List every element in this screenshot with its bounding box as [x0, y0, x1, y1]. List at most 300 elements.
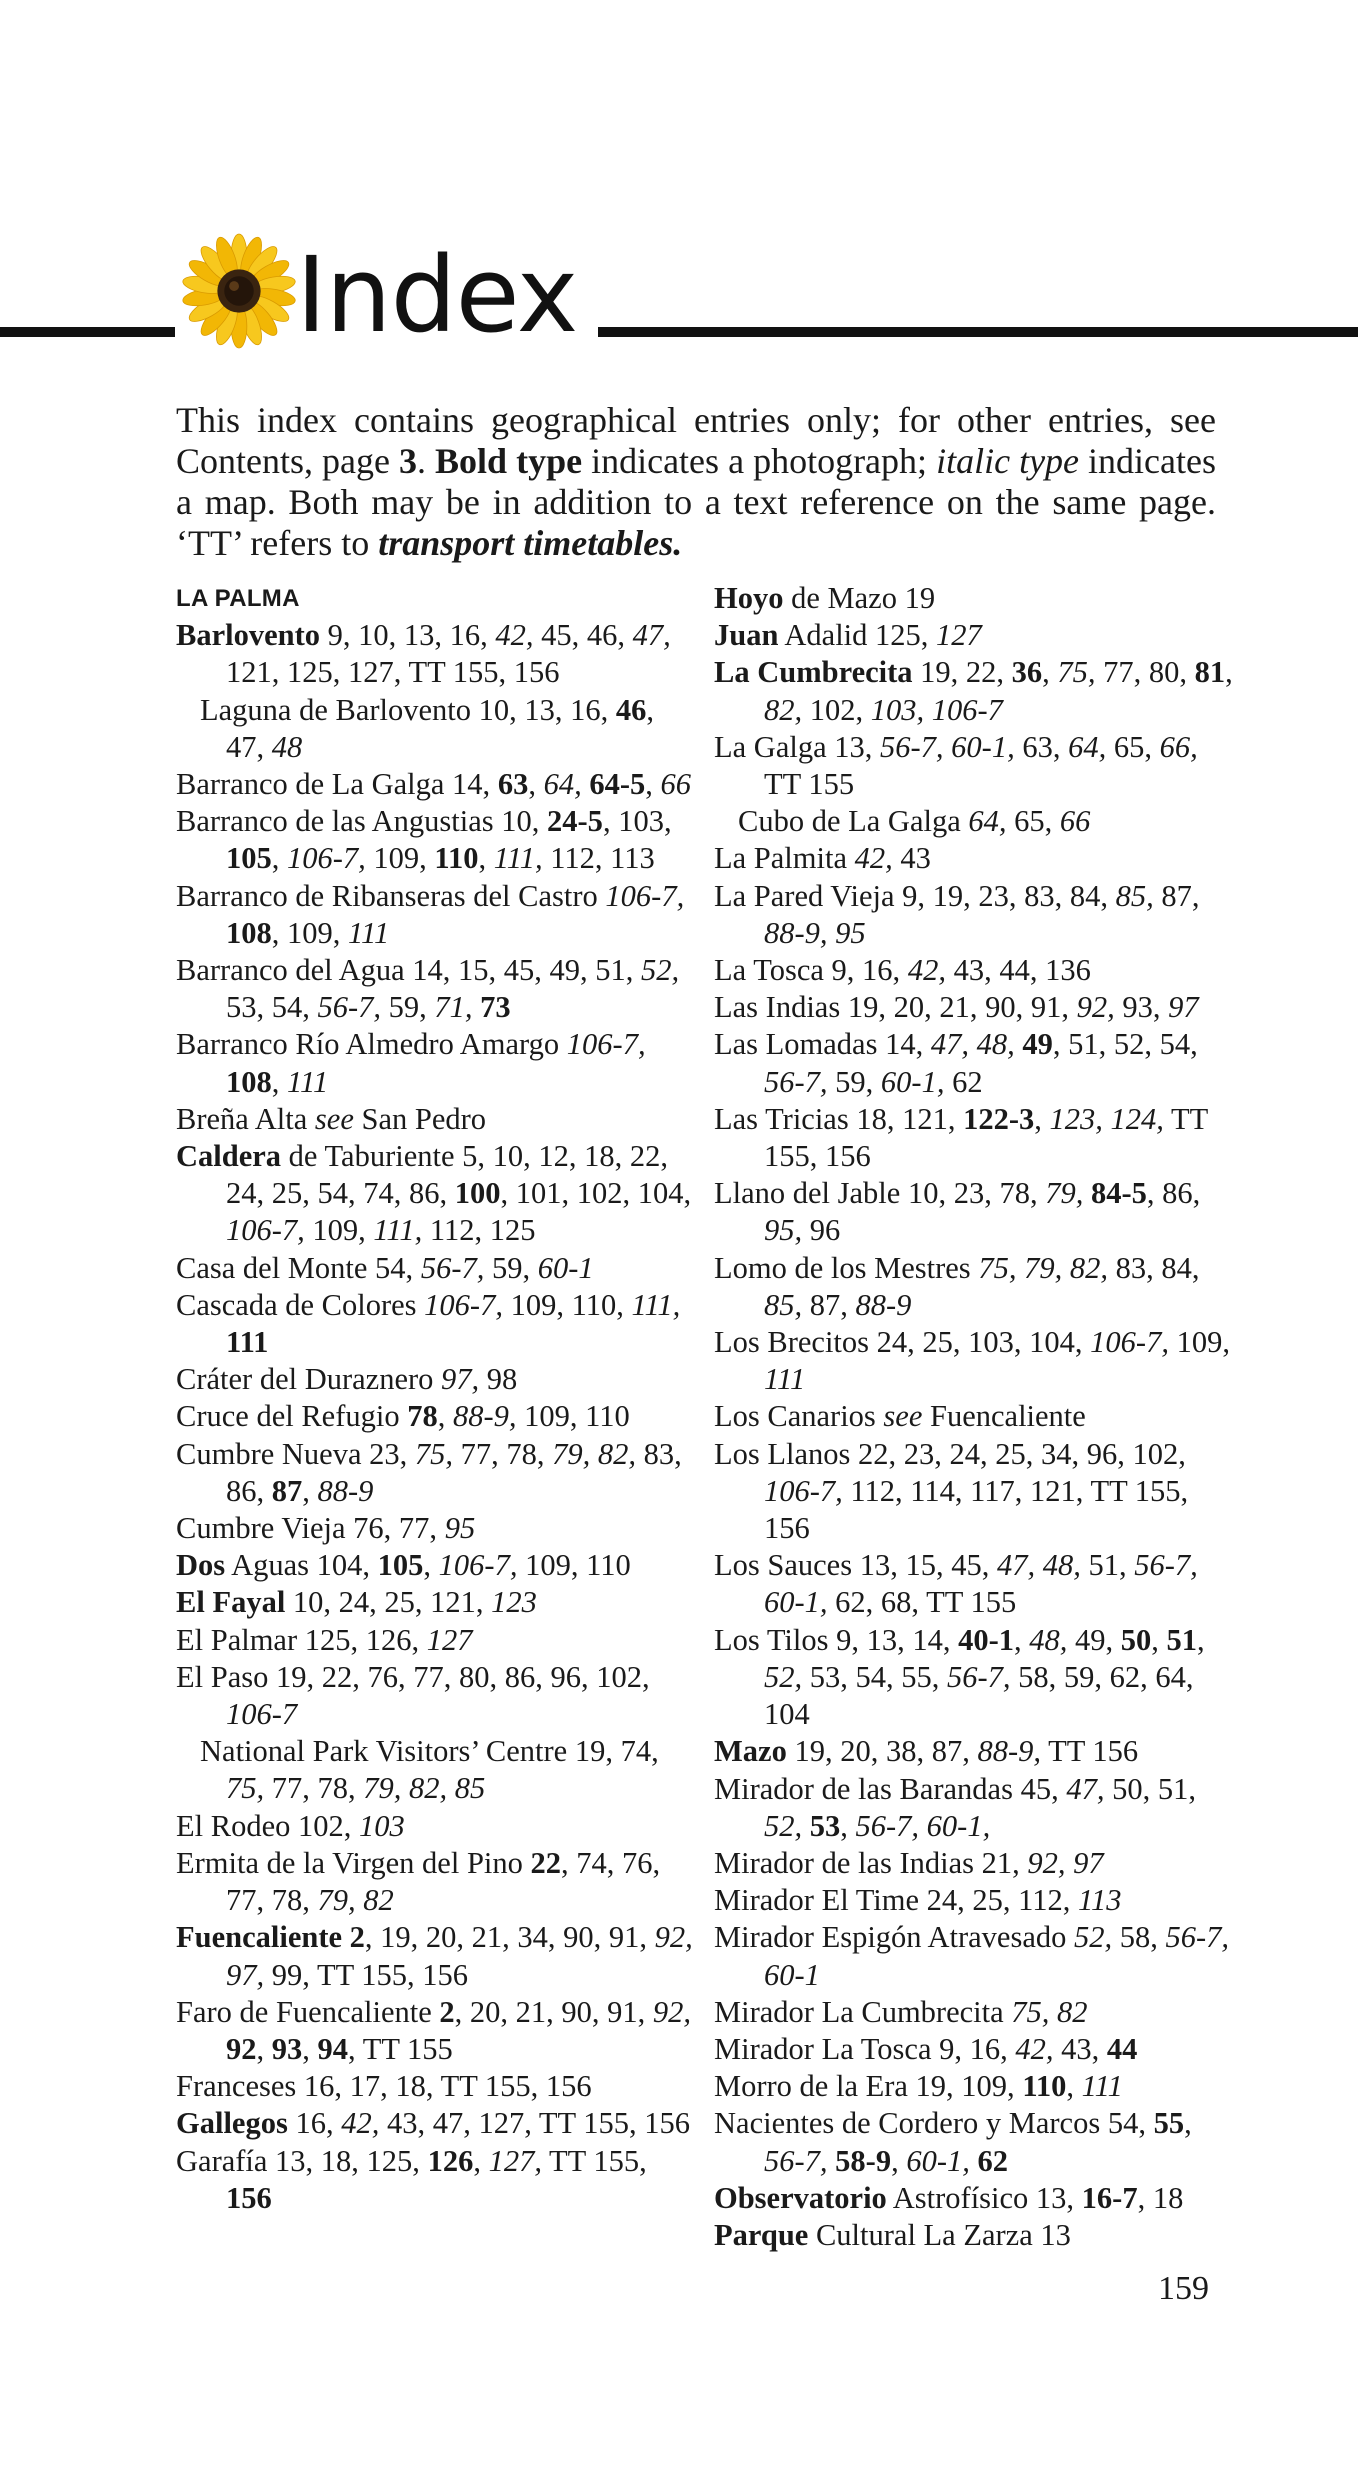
index-entry-segment: ,: [1034, 1101, 1050, 1136]
index-entry-segment: 77, 80,: [1095, 655, 1195, 690]
index-entry-segment: 77, 78,: [453, 1436, 553, 1471]
index-entry-segment: 51,: [1080, 1548, 1135, 1583]
index-entry: [176, 1361, 696, 1398]
intro-bold-type: Bold type: [435, 441, 583, 481]
index-entry-segment: Cráter del Duraznero: [176, 1362, 442, 1397]
index-entry-segment: ,: [302, 1473, 318, 1508]
header-rule-right: [598, 327, 1358, 337]
index-entry-segment: Faro de Fuencaliente: [176, 1994, 440, 2029]
index-entry-segment: 88-9: [855, 1287, 912, 1322]
index-entry-segment: Mirador de las Indias 21,: [714, 1845, 1028, 1880]
index-entry-segment: 79,: [1045, 1176, 1084, 1211]
index-entry-segment: 105: [377, 1548, 424, 1583]
index-entry-segment: see: [883, 1399, 923, 1434]
index-entry-segment: 105: [226, 841, 272, 876]
index-entry-segment: Lomo de los Mestres: [714, 1250, 979, 1285]
index-entry-segment: Adalid 125,: [778, 618, 937, 653]
index-entry-segment: 78: [407, 1399, 438, 1434]
index-entry-segment: [970, 2144, 978, 2178]
index-entry-segment: ,: [271, 1064, 287, 1099]
index-entry-segment: ,: [423, 1548, 439, 1583]
index-entry-segment: Cascada de Colores: [176, 1287, 425, 1322]
index-entry-segment: 88-9, 95: [764, 915, 866, 950]
intro-paragraph: [176, 400, 1216, 564]
index-entry-segment: 58-9: [835, 2143, 892, 2178]
index-entry-segment: 40-1: [958, 1622, 1014, 1657]
index-entry-segment: Breña Alta: [176, 1101, 315, 1136]
index-entry-segment: Las Tricias 18, 121,: [714, 1101, 964, 1136]
index-entry-segment: 111,: [373, 1213, 423, 1248]
index-entry-segment: 59,: [827, 1064, 881, 1099]
index-entry-segment: 112, 125: [422, 1213, 536, 1248]
index-entry-segment: 49,: [1067, 1622, 1121, 1657]
index-entry-segment: 109,: [365, 841, 435, 876]
index-entry-segment: 84-5: [1090, 1176, 1147, 1211]
index-column-right: [714, 580, 1234, 2254]
index-entry-segment: 108: [226, 1064, 272, 1099]
intro-italic-type: italic type: [936, 441, 1080, 481]
index-entry-segment: 2: [439, 1994, 455, 2029]
index-entry: [176, 1584, 696, 1621]
index-entry-segment: 87,: [1153, 878, 1200, 913]
index-entry-segment: 106-7,: [287, 841, 366, 876]
index-entry: [714, 1324, 1234, 1398]
index-entry-segment: 47, 48,: [996, 1548, 1081, 1583]
index-entry-segment: 93: [271, 2031, 303, 2066]
index-entry-segment: El Palmar 125, 126,: [176, 1622, 427, 1657]
index-entry-segment: Barranco de Ribanseras del Castro: [176, 878, 606, 913]
index-entry-segment: 122-3: [963, 1101, 1035, 1136]
index-entry-segment: TT 155, 156: [764, 1101, 1208, 1174]
index-entry: [176, 803, 696, 877]
intro-text-3: indicates a photograph;: [582, 441, 937, 481]
index-entry-segment: 49: [1022, 1027, 1053, 1062]
index-entry-segment: 73: [480, 990, 511, 1025]
index-entry: [714, 1994, 1234, 2031]
index-entry-segment: 106-7,: [605, 878, 685, 913]
index-entry-segment: 66,: [1159, 729, 1198, 764]
index-entry-segment: El Fayal: [176, 1585, 286, 1620]
index-entry-segment: Caldera: [176, 1139, 282, 1174]
index-entry-segment: 65,: [1006, 804, 1060, 839]
index-entry-segment: 59,: [484, 1250, 538, 1285]
index-entry: [714, 1101, 1234, 1175]
index-entry-segment: 62: [977, 2143, 1009, 2178]
index-entry-segment: 64,: [543, 767, 582, 801]
index-entry-segment: Mirador El Time 24, 25, 112,: [714, 1883, 1079, 1918]
index-entry-segment: [1083, 1176, 1091, 1210]
index-entry-segment: 106-7: [226, 1697, 298, 1732]
index-entry-segment: 97,: [441, 1362, 480, 1397]
index-entry: [714, 2068, 1234, 2105]
index-entry-segment: 113: [1078, 1883, 1122, 1918]
index-entry-segment: ,: [478, 841, 494, 876]
index-entry-segment: 79, 82: [317, 1883, 394, 1918]
page-number: 159: [1158, 2270, 1209, 2307]
index-entry-segment: 112, 114, 117, 121, TT 155, 156: [764, 1473, 1189, 1546]
index-entry-segment: 121, 125, 127, TT 155, 156: [226, 655, 560, 690]
index-entry-segment: 103: [359, 1808, 405, 1843]
index-entry-segment: Cubo de La Galga: [738, 804, 969, 839]
index-entry-segment: 24-5: [547, 804, 603, 839]
index-entry: [176, 1436, 696, 1510]
index-entry-segment: ,: [271, 841, 287, 876]
index-entry-segment: 48: [271, 729, 303, 764]
index-entry-segment: 50, 51,: [1104, 1771, 1196, 1806]
index-entry-segment: 88-9: [317, 1473, 374, 1508]
index-entry: [714, 580, 1234, 617]
index-entry-segment: Observatorio: [714, 2180, 887, 2215]
index-entry: [176, 1733, 696, 1807]
index-entries-left: [176, 617, 696, 2217]
index-entry-segment: 112, 113: [542, 841, 655, 876]
index-entry-segment: 109, 110: [517, 1548, 631, 1583]
index-entry-segment: 58,: [1112, 1920, 1166, 1955]
index-entry-segment: Barlovento: [176, 618, 321, 653]
index-entry-segment: 95: [444, 1511, 476, 1546]
index-entry-segment: 59,: [381, 990, 435, 1025]
index-entry-segment: 83, 84,: [1107, 1250, 1200, 1285]
index-entry-segment: Los Llanos 22, 23, 24, 25, 34, 96, 102,: [714, 1436, 1186, 1471]
index-entry-segment: Llano del Jable 10, 23, 78,: [714, 1176, 1046, 1211]
index-entry-segment: 64-5: [589, 767, 646, 801]
index-entry-segment: 123, 124,: [1049, 1101, 1164, 1136]
index-entry: [176, 878, 696, 952]
index-entry-segment: La Cumbrecita: [714, 655, 913, 690]
index-entry-segment: 75,: [1057, 655, 1096, 690]
index-entry-segment: 92: [226, 2031, 257, 2066]
index-entry-segment: 109,: [1168, 1325, 1230, 1360]
index-entry-segment: 111: [287, 1064, 329, 1099]
index-entry: [714, 1250, 1234, 1324]
index-entry-segment: 99, TT 155, 156: [264, 1957, 469, 1992]
index-entry: [714, 1547, 1234, 1621]
index-entry-segment: 9, 10, 13, 16,: [320, 618, 496, 653]
index-entry-segment: 45, 46,: [533, 618, 633, 653]
index-entry-segment: 109,: [304, 1213, 374, 1248]
index-entry-segment: Nacientes de Cordero y Marcos 54,: [714, 2106, 1154, 2141]
intro-text-4: indicates a map. Both may be in addition to a text reference on the same page. ‘TT’ refers to: [176, 441, 1217, 563]
index-entry: [714, 1436, 1234, 1548]
index-entry: [714, 952, 1234, 989]
index-entry-segment: 106-7,: [226, 1213, 305, 1248]
index-entry: [176, 1287, 696, 1361]
index-entry-segment: 43, 47, 127, TT 155, 156: [379, 2106, 691, 2141]
index-entry-segment: ,: [1066, 2069, 1082, 2104]
index-entry: [176, 1026, 696, 1100]
index-entry: [714, 617, 1234, 654]
index-entry-segment: 42,: [854, 841, 893, 876]
index-entry-segment: 36: [1011, 655, 1043, 690]
index-entry-segment: de Taburiente 5, 10, 12, 18, 22, 24, 25, 54, 74, 86,: [226, 1139, 669, 1211]
index-entry-segment: 96: [802, 1213, 841, 1248]
index-entry-segment: 81: [1194, 655, 1226, 690]
index-entry-segment: Los Brecitos 24, 25, 103, 104,: [714, 1325, 1091, 1360]
index-entry-segment: Cumbre Nueva 23,: [176, 1436, 415, 1471]
index-entry-segment: 85,: [764, 1287, 803, 1322]
index-entry-segment: 16-7: [1081, 2180, 1138, 2215]
index-entry-segment: Cultural La Zarza 13: [808, 2217, 1071, 2252]
index-entry-segment: ,: [645, 767, 661, 801]
index-entry-segment: 56-7,: [764, 1064, 828, 1099]
index-entry-segment: 110: [1022, 2069, 1067, 2104]
header-rule-left: [0, 327, 175, 337]
index-entry-segment: 56-7,: [947, 1659, 1011, 1694]
index-entry-segment: see: [314, 1101, 354, 1136]
index-entry: [714, 1919, 1234, 1993]
index-entry-segment: ,: [528, 767, 544, 801]
index-entry-segment: Garafía 13, 18, 125,: [176, 2143, 428, 2178]
index-entry-segment: 98: [479, 1362, 518, 1397]
index-entry: [176, 1398, 696, 1435]
index-entry-segment: 56-7, 60-1: [764, 1920, 1230, 1992]
index-entry: [714, 2217, 1234, 2254]
index-entry-segment: ,: [473, 2143, 489, 2178]
index-entry-segment: Los Sauces 13, 15, 45,: [714, 1548, 997, 1583]
index-entry-segment: 56-7, 60-1,: [764, 1548, 1198, 1620]
index-entry-segment: 56-7, 60-1,: [880, 729, 1015, 764]
index-entry-segment: 111,: [631, 1287, 681, 1322]
section-heading: LA PALMA: [176, 585, 300, 612]
index-entry-segment: 52,: [1074, 1920, 1113, 1955]
index-entry: [714, 729, 1234, 803]
index-entry-segment: , 47,: [226, 692, 655, 764]
index-entry-segment: 75,: [226, 1771, 265, 1806]
index-entry-segment: Mirador La Tosca 9, 16,: [714, 2031, 1016, 2066]
index-entry-segment: 106-7,: [566, 1027, 646, 1062]
index-entry-segment: 22: [530, 1845, 562, 1880]
index-entry-segment: 79, 82,: [552, 1436, 636, 1471]
index-entry-segment: 75, 79, 82,: [978, 1250, 1108, 1285]
index-entry-segment: , 18: [1137, 2180, 1184, 2215]
index-entry: [714, 1175, 1234, 1249]
index-entry-segment: 87: [271, 1473, 303, 1508]
index-entry-segment: Aguas 104,: [225, 1548, 378, 1583]
index-entry: [176, 1547, 696, 1584]
index-entry-segment: 62: [944, 1064, 983, 1099]
index-entry-segment: Los Tilos 9, 13, 14,: [714, 1622, 959, 1657]
index-entry: [176, 1138, 696, 1250]
index-entry-segment: ,: [1151, 1622, 1167, 1657]
index-entry-segment: ,: [302, 2031, 318, 2066]
index-entry: [714, 878, 1234, 952]
index-entry: [176, 2143, 696, 2217]
index-entry-segment: TT 155,: [541, 2143, 647, 2178]
index-entry-segment: 42,: [341, 2106, 380, 2141]
index-entry-segment: 127,: [488, 2143, 542, 2178]
index-entry-segment: 71,: [434, 990, 473, 1025]
index-entry-segment: 56-7,: [764, 2143, 828, 2178]
index-entry-segment: Parque: [714, 2217, 809, 2252]
index-entry-segment: ,: [1042, 655, 1058, 690]
index-entry-segment: 43,: [1053, 2031, 1107, 2066]
index-entry-segment: 82,: [764, 692, 803, 727]
intro-text-1: This index contains geographical entries only; for other entries, see Contents, page: [176, 400, 1216, 481]
index-entry: [714, 1622, 1234, 1734]
index-entry-segment: 106-7,: [764, 1473, 843, 1508]
index-entry: [714, 1733, 1234, 1770]
index-entry-segment: , 86,: [1146, 1176, 1201, 1211]
index-entry-segment: 55: [1153, 2106, 1185, 2141]
index-entry-segment: ,: [256, 2031, 272, 2066]
index-entry-segment: [802, 1809, 810, 1843]
index-entry-segment: National Park Visitors’ Centre 19, 74,: [200, 1734, 659, 1769]
index-entry-segment: Barranco Río Almedro Amargo: [176, 1027, 567, 1062]
index-entry-segment: El Rodeo 102,: [176, 1808, 359, 1843]
index-entry-segment: 47,: [632, 618, 671, 653]
index-entry-segment: ,: [1225, 655, 1233, 690]
index-entry-segment: 75,: [414, 1436, 453, 1471]
index-entry-segment: de Mazo 19: [783, 581, 936, 615]
index-entry-segment: 50: [1120, 1622, 1152, 1657]
index-entry-segment: 53, 54, 55,: [802, 1659, 947, 1694]
index-entry-segment: 52,: [764, 1659, 803, 1694]
index-entry-segment: 127: [936, 618, 982, 653]
index-entry-segment: 53, 54,: [226, 990, 318, 1025]
index-entries-right: [714, 580, 1234, 2254]
index-entry-segment: 92, 97,: [226, 1920, 693, 1992]
index-entry-segment: San Pedro: [353, 1101, 487, 1136]
page-title: Index: [296, 234, 578, 356]
index-entry: [714, 1398, 1234, 1435]
index-entry-segment: 46: [615, 692, 647, 727]
index-entry: [176, 1845, 696, 1919]
index-entry-segment: 106-7,: [424, 1287, 503, 1322]
index-entry-segment: Barranco del Agua 14, 15, 45, 49, 51,: [176, 953, 642, 988]
index-entry-segment: 63: [497, 767, 529, 801]
index-entry-segment: 110: [434, 841, 479, 876]
index-entry-segment: 63,: [1014, 729, 1069, 764]
index-entry: [176, 1250, 696, 1287]
index-entry-segment: 2: [349, 1920, 365, 1955]
index-entry-segment: 52,: [641, 953, 680, 988]
sunflower-icon: [180, 232, 298, 350]
index-entry-segment: Astrofísico 13,: [886, 2180, 1082, 2215]
index-entry-segment: 111: [348, 915, 390, 950]
index-entry: [714, 803, 1234, 840]
index-entry-segment: Las Indias 19, 20, 21, 90, 91,: [714, 990, 1077, 1025]
index-entry-segment: 79, 82, 85: [363, 1771, 486, 1806]
index-entry-segment: 58, 59, 62, 64, 104: [764, 1659, 1194, 1732]
index-entry: [176, 617, 696, 691]
index-entry-segment: 103, 106-7: [870, 692, 1003, 727]
index-entry-segment: Barranco de La Galga 14,: [176, 767, 498, 801]
index-entry-segment: 42,: [907, 953, 946, 988]
index-entry-segment: ,: [437, 1399, 453, 1434]
index-entry-segment: 85,: [1115, 878, 1154, 913]
index-entry-segment: , 74, 76, 77, 78,: [226, 1845, 661, 1918]
index-entry-segment: 92,: [652, 1994, 692, 2029]
index-entry-segment: 19, 22,: [912, 655, 1012, 690]
index-entry-segment: Laguna de Barlovento 10, 13, 16,: [200, 692, 616, 727]
index-entry-segment: Morro de la Era 19, 109,: [714, 2069, 1023, 2104]
index-entry-segment: 127: [426, 1622, 473, 1657]
index-entry-segment: ,: [1197, 1622, 1205, 1657]
index-entry-segment: 51: [1166, 1622, 1197, 1657]
index-entry: [714, 1026, 1234, 1100]
index-entry-segment: ,: [1014, 1622, 1030, 1657]
index-entry-segment: Cruce del Refugio: [176, 1399, 408, 1434]
index-entry-segment: La Tosca 9, 16,: [714, 953, 908, 988]
index-entry-segment: 48,: [1029, 1622, 1068, 1657]
index-entry-segment: 60-1: [537, 1250, 594, 1285]
index-entry-segment: , TT 155: [348, 2031, 453, 2066]
index-entry-segment: 47,: [1066, 1771, 1105, 1806]
index-entry-segment: Fuencaliente: [922, 1399, 1086, 1434]
index-entry: [176, 1510, 696, 1547]
index-entry-segment: 53: [809, 1808, 841, 1843]
index-entry: [714, 2105, 1234, 2179]
index-entry-segment: 109, 110,: [502, 1287, 632, 1322]
index-entry-segment: Mirador de las Barandas 45,: [714, 1771, 1067, 1806]
index-entry-segment: , 109,: [271, 915, 348, 950]
index-entry: [714, 654, 1234, 728]
index-entry-segment: 106-7,: [1090, 1325, 1169, 1360]
index-entry-segment: 111: [764, 1362, 806, 1397]
index-entry-segment: La Pared Vieja 9, 19, 23, 83, 84,: [714, 878, 1116, 913]
index-entry-segment: [342, 1920, 350, 1954]
index-entry-segment: 42,: [1015, 2031, 1054, 2066]
index-entry: [714, 1882, 1234, 1919]
index-entry-segment: ,: [1184, 2106, 1192, 2141]
index-entry-segment: 102,: [802, 692, 871, 727]
index-entry: [714, 1771, 1234, 1845]
index-entry-segment: 111,: [493, 841, 543, 876]
index-entry-segment: 156: [226, 2180, 272, 2215]
index-entry-segment: 43, 44, 136: [945, 953, 1091, 988]
index-entry-segment: Mazo: [714, 1734, 787, 1769]
index-entry-segment: Ermita de la Virgen del Pino: [176, 1845, 531, 1880]
index-entry-segment: ,: [840, 1808, 856, 1843]
index-entry-segment: Mirador Espigón Atravesado: [714, 1920, 1074, 1955]
index-entry-segment: 87,: [802, 1287, 856, 1322]
index-entry-segment: Mirador La Cumbrecita: [714, 1994, 1012, 2029]
index-entry-segment: ,: [891, 2143, 907, 2178]
index-entry-segment: Los Canarios: [714, 1399, 884, 1434]
index-entry: [176, 1659, 696, 1733]
index-entry-segment: 111: [226, 1325, 269, 1360]
index-entry-segment: La Galga 13,: [714, 729, 880, 764]
index-entry-segment: 109, 110: [516, 1399, 630, 1434]
index-entry-segment: 88-9,: [452, 1399, 517, 1434]
index-entry: [176, 766, 696, 803]
index-entry-segment: 42,: [495, 618, 534, 653]
index-entry-segment: 75, 82: [1011, 1994, 1088, 2029]
index-entry-segment: 126: [427, 2143, 474, 2178]
index-entry: [714, 2031, 1234, 2068]
index-entry-segment: 108: [226, 915, 272, 950]
index-entry-segment: 93,: [1114, 990, 1169, 1025]
index-entry: [714, 2180, 1234, 2217]
index-entry-segment: La Palmita: [714, 841, 855, 876]
index-entry-segment: 56-7, 60-1,: [855, 1808, 991, 1843]
index-entry-segment: 47, 48,: [930, 1027, 1015, 1062]
index-entry: [176, 1622, 696, 1659]
index-entry-segment: Casa del Monte 54,: [176, 1250, 421, 1285]
index-entry-segment: 52,: [764, 1808, 803, 1843]
index-entry: [176, 1994, 696, 2068]
intro-page-ref: 3: [399, 441, 417, 481]
index-entry-segment: 60-1,: [906, 2143, 970, 2178]
index-entry-segment: TT 155: [764, 767, 855, 802]
index-entry-segment: Dos: [176, 1548, 226, 1583]
index-entry-segment: 123: [491, 1585, 537, 1620]
index-entry-segment: Las Lomadas 14,: [714, 1027, 931, 1062]
index-entry: [176, 1919, 696, 1993]
index-entry-segment: 66: [1059, 804, 1091, 839]
index-entry: [176, 952, 696, 1026]
index-entry-segment: 100: [454, 1176, 501, 1211]
